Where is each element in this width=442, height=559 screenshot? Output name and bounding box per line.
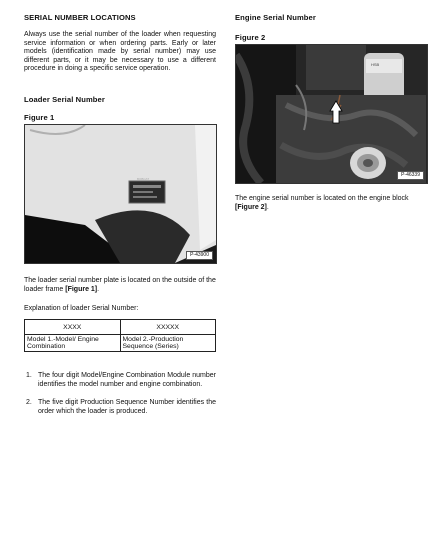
list-item <box>24 399 216 416</box>
loader-location-text: The loader serial number plate is located on the outside of the loader frame [Figure 1]. <box>24 277 216 293</box>
notes-list <box>24 372 216 416</box>
table-header: XXXX <box>25 320 121 335</box>
engine-serial-heading: Engine Serial Number <box>235 13 316 22</box>
plate-text: BOBCAT <box>137 177 150 181</box>
table-cell: Model 2.-Production Sequence (Series) <box>120 335 216 352</box>
explanation-label: Explanation of loader Serial Number: <box>24 305 139 312</box>
figure-1-photo <box>24 124 217 264</box>
list-item <box>24 372 216 389</box>
figure-2-tag: P-46339 <box>397 171 424 180</box>
list-item-number: 2. <box>26 399 32 407</box>
figure-2-label: Figure 2 <box>235 33 266 42</box>
loader-serial-heading: Loader Serial Number <box>24 95 105 104</box>
figure-1-tag: P-43900 <box>186 251 213 260</box>
list-item-number: 1. <box>26 372 32 379</box>
list-item-text: The five digit Production Sequence Number identifies the order which the loader is produced. <box>38 399 216 415</box>
figure-2-photo <box>235 44 428 184</box>
filter-label: HSB <box>371 62 380 67</box>
serial-number-table <box>24 319 216 352</box>
intro-paragraph: Always use the serial number of the loader when requesting service information or when ordering parts. Early or later models (identification made by serial number) may use different parts, or it may be necessary to use a different procedure in doing a specific service operation. <box>24 31 216 73</box>
section-heading: SERIAL NUMBER LOCATIONS <box>24 13 136 22</box>
table-cell: Model 1.-Model/ Engine Combination <box>25 335 121 352</box>
list-item-text: The four digit Model/Engine Combination Module number identifies the model number and engine combination. <box>38 372 216 388</box>
figure-1-label: Figure 1 <box>24 113 55 122</box>
table-header: XXXXX <box>120 320 216 335</box>
engine-location-text: The engine serial number is located on the engine block [Figure 2]. <box>235 195 409 211</box>
